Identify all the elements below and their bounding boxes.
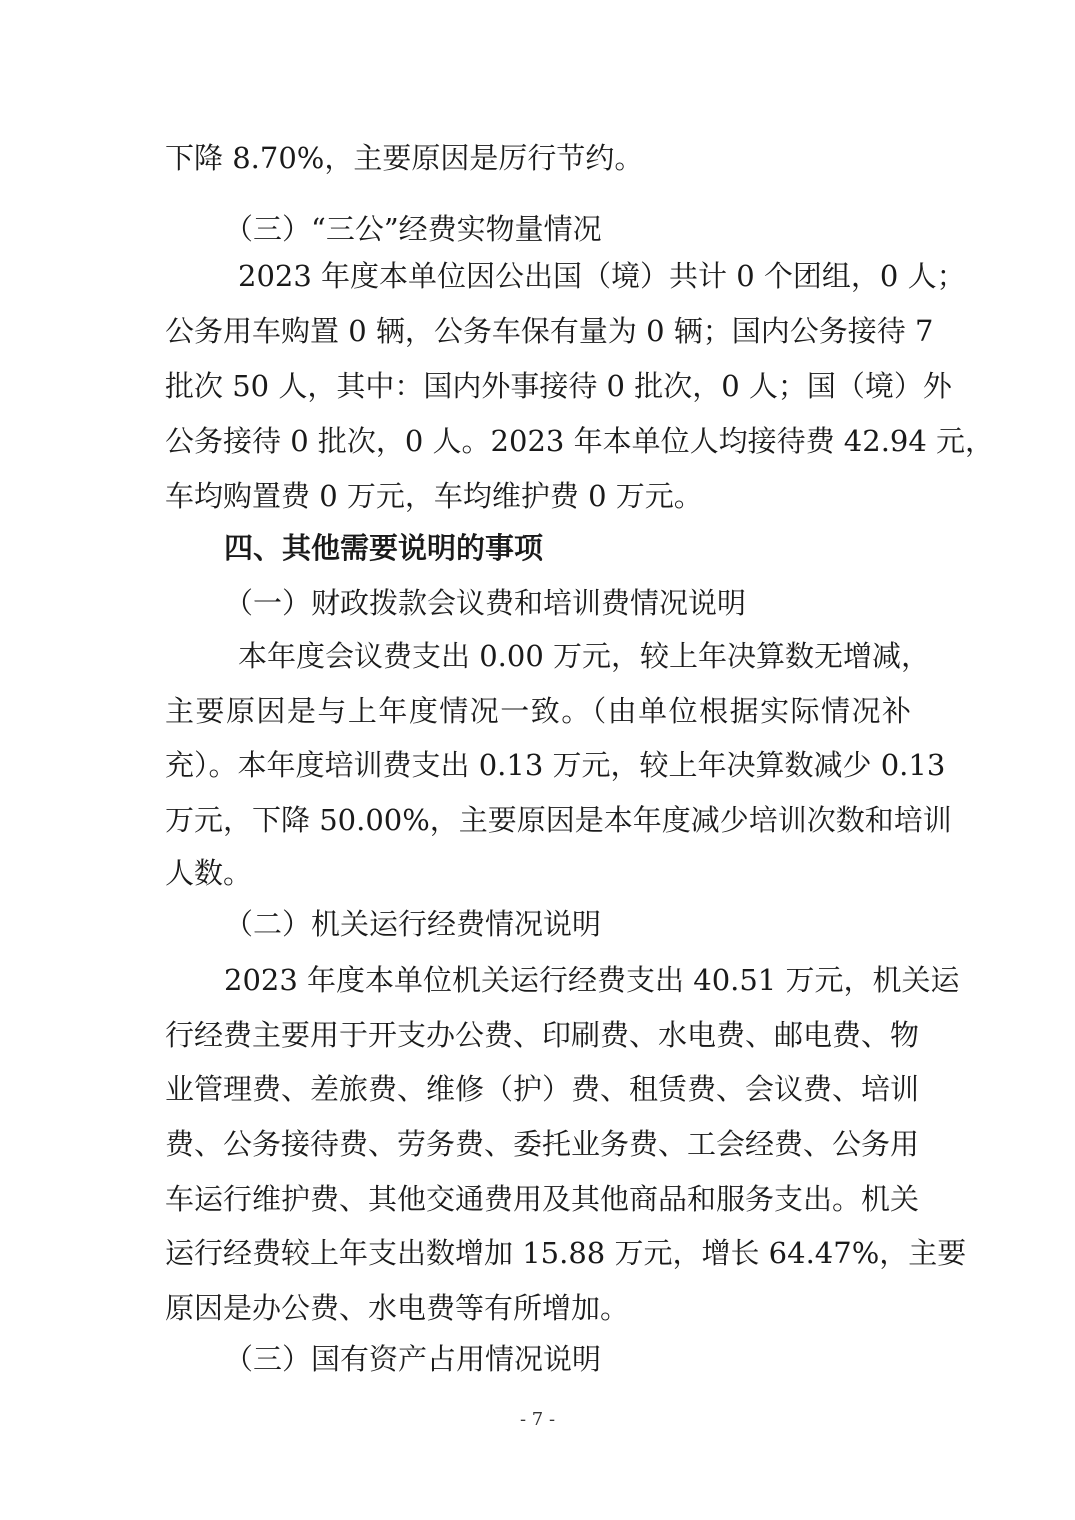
paragraph-line: 业管理费、差旅费、维修（护）费、租赁费、会议费、培训 bbox=[165, 1072, 920, 1106]
paragraph-line: 万元，下降 50.00%，主要原因是本年度减少培训次数和培训 bbox=[165, 803, 952, 837]
paragraph-line: 车运行维护费、其他交通费用及其他商品和服务支出。机关 bbox=[165, 1182, 920, 1216]
paragraph-line: 充）。本年度培训费支出 0.13 万元，较上年决算数减少 0.13 bbox=[165, 748, 946, 782]
paragraph-line: 2023 年度本单位机关运行经费支出 40.51 万元，机关运 bbox=[224, 963, 960, 997]
paragraph-line: 批次 50 人，其中：国内外事接待 0 批次，0 人；国（境）外 bbox=[165, 369, 952, 403]
paragraph-line: 本年度会议费支出 0.00 万元，较上年决算数无增减， bbox=[238, 639, 931, 673]
section-heading-operating-expenses: （二）机关运行经费情况说明 bbox=[224, 907, 602, 941]
paragraph-line: 公务用车购置 0 辆，公务车保有量为 0 辆；国内公务接待 7 bbox=[165, 314, 934, 348]
paragraph-line: 车均购置费 0 万元，车均维护费 0 万元。 bbox=[165, 479, 703, 513]
paragraph-line: 2023 年度本单位因公出国（境）共计 0 个团组，0 人； bbox=[238, 259, 966, 293]
section-heading-state-assets: （三）国有资产占用情况说明 bbox=[224, 1342, 602, 1376]
paragraph-line: 主要原因是与上年度情况一致。（由单位根据实际情况补 bbox=[165, 694, 911, 728]
paragraph-line: 人数。 bbox=[165, 856, 253, 890]
paragraph-line: 运行经费较上年支出数增加 15.88 万元，增长 64.47%，主要 bbox=[165, 1236, 967, 1270]
page-number: - 7 - bbox=[519, 1409, 556, 1430]
section-heading-other-matters: 四、其他需要说明的事项 bbox=[224, 531, 544, 565]
section-heading-meeting-training: （一）财政拨款会议费和培训费情况说明 bbox=[224, 586, 747, 620]
section-heading-sanggong-quantity: （三）“三公”经费实物量情况 bbox=[224, 212, 602, 246]
paragraph-line: 公务接待 0 批次，0 人。2023 年本单位人均接待费 42.94 元， bbox=[165, 424, 995, 458]
paragraph-line: 原因是办公费、水电费等有所增加。 bbox=[165, 1291, 630, 1325]
paragraph-line: 费、公务接待费、劳务费、委托业务费、工会经费、公务用 bbox=[165, 1127, 920, 1161]
paragraph-line: 下降 8.70%，主要原因是厉行节约。 bbox=[165, 141, 644, 175]
paragraph-line: 行经费主要用于开支办公费、印刷费、水电费、邮电费、物 bbox=[165, 1018, 920, 1052]
